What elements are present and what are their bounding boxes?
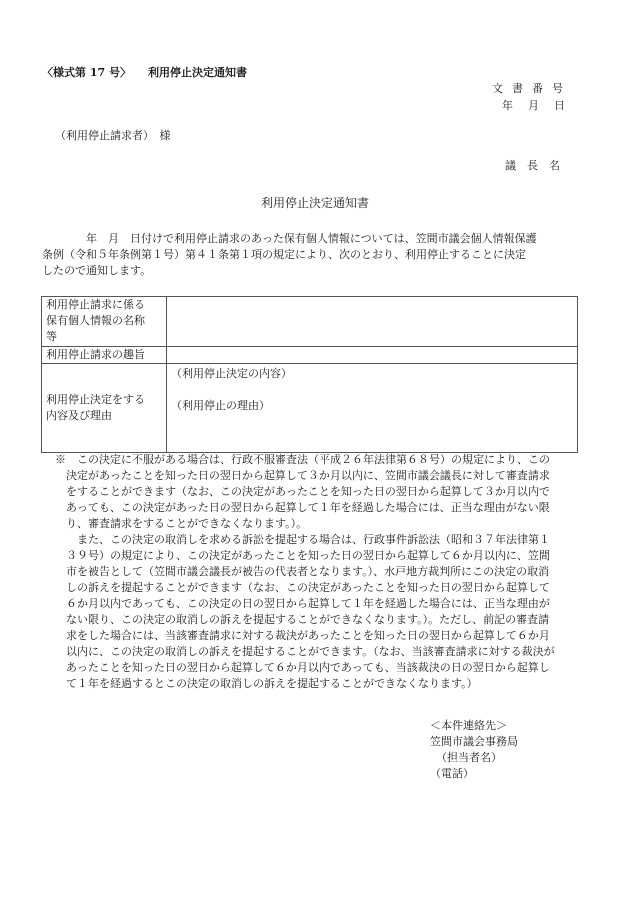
label-line: 利用停止請求に係る	[46, 298, 145, 311]
label-line: 利用停止請求の趣旨	[46, 348, 145, 361]
label-line: 保有個人情報の名称	[46, 314, 145, 327]
note-line: ない限り、この決定の取消しの訴えを提起することができなくなります。）。ただし、前記の審査請	[55, 613, 550, 626]
contact-block	[430, 718, 518, 782]
note-line: しの訴えを提起することができます（なお、この決定があったことを知った日の翌日から起算して	[55, 581, 550, 594]
decision-reason-label: （利用停止の理由）	[171, 399, 270, 412]
note-line: ６か月以内であっても、この決定の日の翌日から起算して１年を経過した場合には、正当な理由が	[55, 597, 550, 610]
date-month: 月	[528, 99, 539, 112]
note-line: ※ この決定に不服がある場合は、行政不服審査法（平成２６年法律第６８号）の規定により、この	[55, 453, 550, 466]
date-label	[502, 97, 580, 113]
table-row	[42, 347, 578, 364]
date-day: 日	[554, 99, 565, 112]
table-row	[42, 364, 578, 453]
label-line: 等	[46, 330, 57, 343]
note-line: あったことを知った日の翌日から起算して６か月以内であっても、当該裁決の日の翌日から起算し	[55, 661, 550, 674]
note-line: 決定があったことを知った日の翌日から起算して３か月以内に、笠間市議会議長に対して審査請求	[55, 469, 550, 482]
note-line: て１年を経過するとこの決定の取消しの訴えを提起することができなくなります。）	[55, 677, 478, 690]
label-line: 利用停止決定をする	[46, 393, 145, 406]
addressee: （利用停止請求者） 様	[55, 129, 171, 142]
table-row	[42, 297, 578, 347]
row-label	[42, 364, 167, 453]
contact-person: （担当者名）	[436, 751, 502, 764]
decision-content-label: （利用停止決定の内容）	[171, 367, 292, 380]
form-header-title: 利用停止決定通知書	[148, 66, 247, 79]
note-line: り、審査請求をすることができなくなります。）。	[55, 517, 308, 530]
body-line: したので通知します。	[42, 264, 152, 277]
note-line: また、この決定の取消しを求める訴訟を提起する場合は、行政事件訴訟法（昭和３７年法律第１	[55, 533, 550, 546]
body-line: 年 月 日付けで利用停止請求のあった保有個人情報については、笠間市議会個人情報保護	[42, 232, 537, 245]
note-line: 市を被告として（笠間市議会議長が被告の代表者となります。）、水戸地方裁判所にこの決定の取消	[55, 565, 550, 578]
body-paragraph	[42, 231, 582, 279]
row-label	[42, 347, 167, 364]
note-line: 以内に、この決定の取消しの訴えを提起することができます。（なお、当該審査請求に対する裁決が	[55, 645, 555, 658]
row-label	[42, 297, 167, 347]
note-line: ３９号）の規定により、この決定があったことを知った日の翌日から起算して６か月以内に、笠間	[55, 549, 550, 562]
date-year: 年	[502, 99, 513, 112]
body-line: 条例（令和５年条例第１号）第４１条第１項の規定により、次のとおり、利用停止することに決定	[42, 248, 526, 261]
form-number: 〈様式第 17 号〉	[42, 66, 131, 79]
row-value	[167, 364, 578, 453]
row-value	[167, 297, 578, 347]
label-line: 内容及び理由	[46, 409, 112, 422]
sender-name: 議長名	[505, 159, 571, 172]
note-line: 求をした場合には、当該審査請求に対する裁決があったことを知った日の翌日から起算して６か月	[55, 629, 550, 642]
contact-office: 笠間市議会事務局	[430, 735, 518, 748]
document-title: 利用停止決定通知書	[260, 196, 369, 210]
notes-section	[55, 452, 555, 692]
note-line: あっても、この決定があった日の翌日から起算して１年を経過した場合には、正当な理由がない限	[55, 501, 550, 514]
decision-table	[41, 296, 578, 453]
contact-heading: ＜本件連絡先＞	[430, 719, 507, 732]
document-number-label: 文書番号	[492, 82, 572, 95]
note-line: をすることができます（なお、この決定があったことを知った日の翌日から起算して３か月以内で	[55, 485, 550, 498]
row-value	[167, 347, 578, 364]
contact-phone: （電話）	[430, 767, 474, 780]
